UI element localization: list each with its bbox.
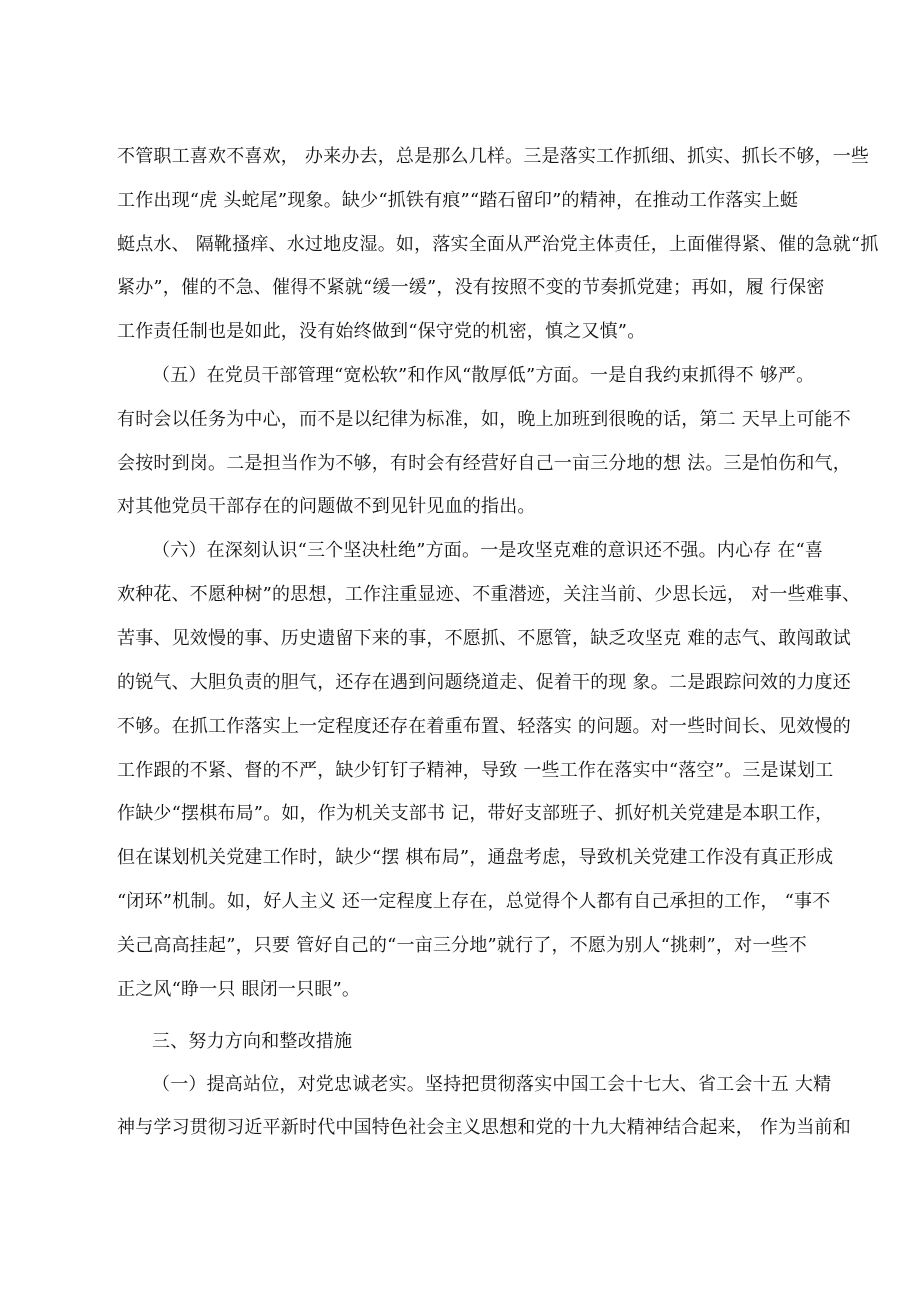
text-line: 苦事、见效慢的事、历史遗留下来的事，不愿抓、不愿管，缺乏攻坚克 难的志气、敢闯敢试 (117, 628, 851, 649)
section-heading: 三、努力方向和整改措施 (152, 1031, 353, 1052)
text-line: 不管职工喜欢不喜欢， 办来办去，总是那么几样。三是落实工作抓细、抓实、抓长不够，一些 (117, 146, 870, 167)
text-line: 但在谋划机关党建工作时，缺少“摆 棋布局”，通盘考虑，导致机关党建工作没有真正形成 (117, 847, 834, 868)
text-line: 蜓点水、 隔靴搔痒、水过地皮湿。如，落实全面从严治党主体责任，上面催得紧、催的急就“抓 (117, 234, 879, 255)
text-line: “闭环”机制。如，好人主义 还一定程度上存在，总觉得个人都有自己承担的工作， “事不 (117, 891, 831, 912)
text-line: 紧办”，催的不急、催得不紧就“缓一缓”，没有按照不变的节奏抓党建；再如，履 行保密 (117, 277, 825, 298)
text-line: 工作责任制也是如此，没有始终做到“保守党的机密，慎之又慎”。 (117, 321, 646, 342)
text-line: 对其他党员干部存在的问题做不到见针见血的指出。 (117, 496, 536, 517)
text-line: 欢种花、不愿种树”的思想，工作注重显迹、不重潜迹，关注当前、少思长远， 对一些难事、 (117, 584, 861, 605)
text-line: （五）在党员干部管理“宽松软”和作风“散厚低”方面。一是自我约束抓得不 够严。 (152, 365, 815, 386)
text-line: 会按时到岗。二是担当作为不够，有时会有经营好自己一亩三分地的想 法。三是怕伤和气， (117, 453, 851, 474)
text-line: 的锐气、大胆负责的胆气，还存在遇到问题绕道走、促着干的现 象。二是跟踪问效的力度还 (117, 672, 851, 693)
text-line: （六）在深刻认识“三个坚决杜绝”方面。一是攻坚克难的意识还不强。内心存 在“喜 (152, 540, 824, 561)
text-line: 不够。在抓工作落实上一定程度还存在着重布置、轻落实 的问题。对一些时间长、见效慢的 (117, 716, 851, 737)
text-line: 关己高高挂起”，只要 管好自己的“一亩三分地”就行了，不愿为别人“挑刺”，对一些不 (117, 935, 807, 956)
text-line: 作缺少“摆棋布局”。如，作为机关支部书 记，带好支部班子、抓好机关党建是本职工作， (117, 803, 834, 824)
text-line: 工作出现“虎 头蛇尾”现象。缺少“抓铁有痕”“踏石留印”的精神，在推动工作落实上蜓 (117, 190, 799, 211)
text-line: 有时会以任务为中心，而不是以纪律为标准，如，晚上加班到很晚的话，第二 天早上可能不 (117, 409, 851, 430)
text-line: （一）提高站位，对党忠诚老实。坚持把贯彻落实中国工会十七大、省工会十五 大精 (152, 1074, 832, 1095)
text-line: 正之风“睁一只 眼闭一只眼”。 (117, 979, 361, 1000)
text-line: 工作跟的不紧、督的不严，缺少钉钉子精神，导致 一些工作在落实中“落空”。三是谋划工 (117, 760, 834, 781)
text-line: 神与学习贯彻习近平新时代中国特色社会主义思想和党的十九大精神结合起来， 作为当前和 (117, 1117, 851, 1138)
